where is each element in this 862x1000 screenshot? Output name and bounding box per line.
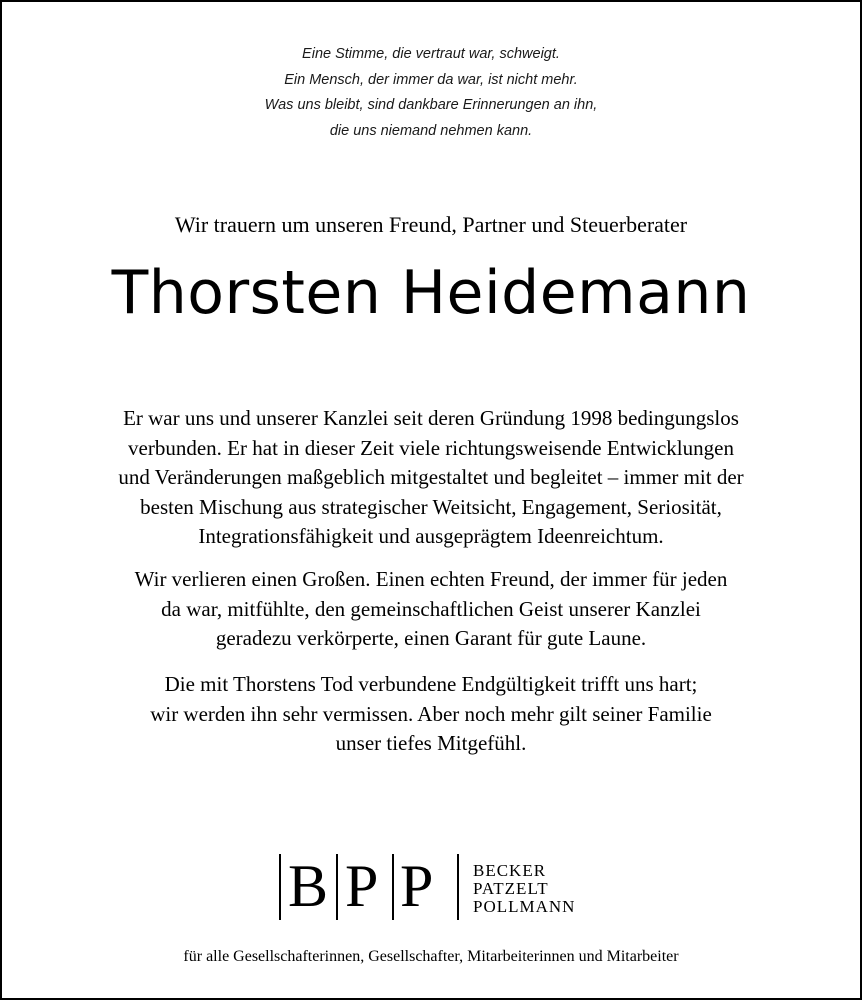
poem-line: die uns niemand nehmen kann. [329, 122, 533, 139]
deceased-name: Thorsten Heidemann [111, 258, 751, 328]
logo-letter-p: P [345, 853, 379, 919]
logo-divider [279, 854, 281, 920]
paragraph-1 [2, 404, 860, 552]
signature-line: für alle Gesellschafterinnen, Gesellschafter, Mitarbeiterinnen und Mitarbeiter [183, 948, 679, 965]
bpp-logo [279, 854, 599, 920]
poem-line: Ein Mensch, der immer da war, ist nicht mehr. [284, 71, 578, 88]
text-line: da war, mitfühlte, den gemeinschaftlichen Geist unserer Kanzlei [161, 596, 701, 621]
poem-line: Eine Stimme, die vertraut war, schweigt. [302, 46, 560, 62]
intro-line: Wir trauern um unseren Freund, Partner und Steuerberater [174, 212, 688, 237]
firm-name-patzelt: PATZELT [473, 879, 549, 898]
logo-divider [392, 854, 394, 920]
text-line: Wir verlieren einen Großen. Einen echten Freund, der immer für jeden [134, 567, 728, 591]
firm-name-pollmann: POLLMANN [473, 897, 576, 916]
poem-line: Was uns bleibt, sind dankbare Erinnerungen an ihn, [264, 97, 598, 113]
text-line: Die mit Thorstens Tod verbundene Endgültigkeit trifft uns hart; [164, 672, 698, 696]
text-line: besten Mischung aus strategischer Weitsicht, Engagement, Seriosität, [140, 494, 722, 519]
logo-letter-p: P [400, 853, 434, 919]
paragraph-2 [2, 565, 860, 654]
paragraph-3 [2, 670, 860, 759]
text-line: geradezu verkörperte, einen Garant für gute Laune. [215, 626, 647, 650]
text-line: unser tiefes Mitgefühl. [335, 731, 527, 755]
text-line: wir werden ihn sehr vermissen. Aber noch mehr gilt seiner Familie [150, 701, 712, 726]
poem [2, 42, 860, 144]
logo-divider [457, 854, 459, 920]
text-line: Er war uns und unserer Kanzlei seit deren Gründung 1998 bedingungslos [123, 406, 739, 430]
text-line: Integrationsfähigkeit und ausgeprägtem Ideenreichtum. [198, 524, 664, 548]
logo-letter-b: B [288, 853, 329, 919]
text-line: verbunden. Er hat in dieser Zeit viele richtungsweisende Entwicklungen [128, 435, 734, 460]
firm-name-becker: BECKER [473, 861, 547, 880]
firm-names [473, 862, 575, 916]
logo-divider [336, 854, 338, 920]
text-line: und Veränderungen maßgeblich mitgestaltet und begleitet – immer mit der [118, 465, 744, 489]
